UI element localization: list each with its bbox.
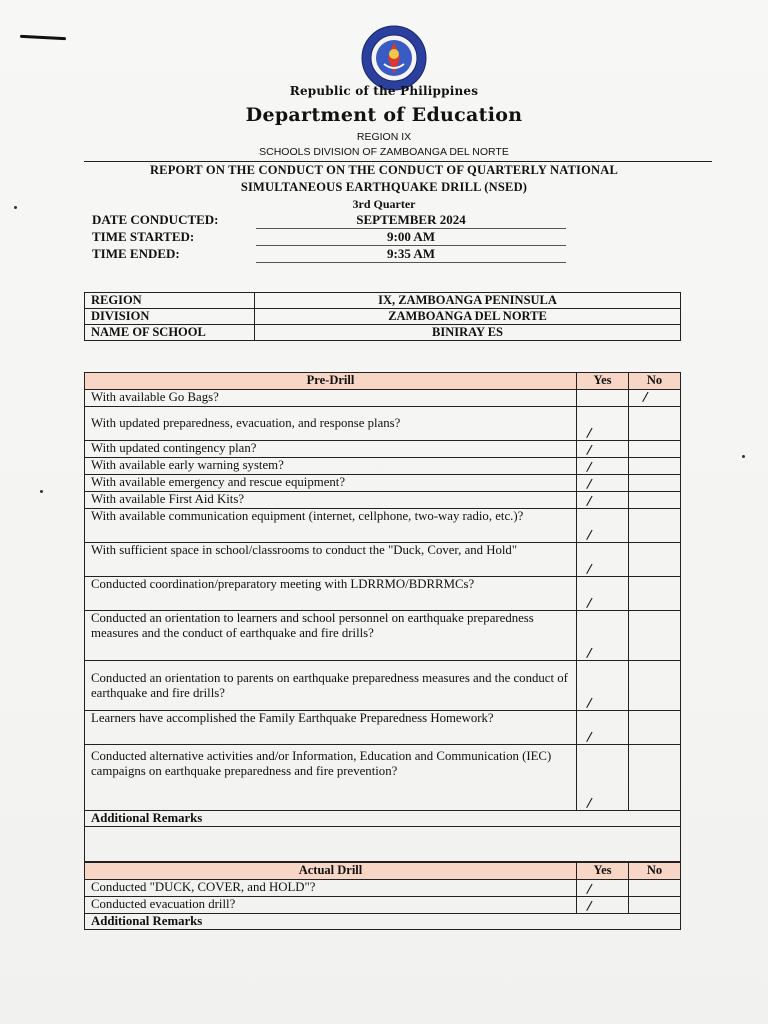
region-value: IX, ZAMBOANGA PENINSULA bbox=[255, 293, 681, 309]
yes-cell[interactable] bbox=[577, 441, 629, 458]
yes-cell[interactable] bbox=[577, 897, 629, 914]
table-row bbox=[85, 309, 681, 325]
no-cell[interactable] bbox=[629, 509, 681, 543]
remarks-blank-row bbox=[85, 827, 681, 862]
pen-stroke bbox=[20, 35, 66, 40]
republic-line: Republic of the Philippines bbox=[289, 84, 479, 98]
time-started-value: 9:00 AM bbox=[256, 229, 566, 246]
checklist-item: With available Go Bags? bbox=[85, 390, 577, 407]
seal-icon bbox=[360, 24, 428, 92]
yes-cell[interactable] bbox=[577, 492, 629, 509]
table-header-row bbox=[85, 373, 681, 390]
division-label: DIVISION bbox=[85, 309, 255, 325]
yes-cell[interactable] bbox=[577, 475, 629, 492]
report-title-line1: REPORT ON THE CONDUCT ON THE CONDUCT OF QUARTERLY NATIONAL bbox=[149, 163, 619, 177]
pre-drill-header: Pre-Drill bbox=[85, 373, 577, 390]
table-row bbox=[85, 293, 681, 309]
no-column-header: No bbox=[629, 863, 681, 880]
yes-cell[interactable] bbox=[577, 745, 629, 811]
checklist-item: With available early warning system? bbox=[85, 458, 577, 475]
checklist-item: Learners have accomplished the Family Earthquake Preparedness Homework? bbox=[85, 711, 577, 745]
table-row bbox=[85, 475, 681, 492]
division-line: SCHOOLS DIVISION OF ZAMBOANGA DEL NORTE bbox=[259, 146, 509, 158]
check-mark: / bbox=[585, 595, 593, 612]
no-cell[interactable] bbox=[629, 880, 681, 897]
check-mark: / bbox=[585, 729, 593, 746]
table-row bbox=[85, 897, 681, 914]
yes-column-header: Yes bbox=[577, 863, 629, 880]
checklist-item: Conducted evacuation drill? bbox=[85, 897, 577, 914]
date-conducted-value: SEPTEMBER 2024 bbox=[256, 212, 566, 229]
table-row bbox=[85, 390, 681, 407]
table-row bbox=[85, 611, 681, 661]
yes-cell[interactable] bbox=[577, 611, 629, 661]
no-cell[interactable] bbox=[629, 577, 681, 611]
scan-speck bbox=[40, 490, 43, 493]
actual-drill-header: Actual Drill bbox=[85, 863, 577, 880]
no-cell[interactable] bbox=[629, 475, 681, 492]
checklist-item: Conducted "DUCK, COVER, and HOLD"? bbox=[85, 880, 577, 897]
no-cell[interactable] bbox=[629, 711, 681, 745]
checklist-item: With updated contingency plan? bbox=[85, 441, 577, 458]
time-ended-label: TIME ENDED: bbox=[92, 246, 180, 261]
table-row bbox=[85, 509, 681, 543]
yes-cell[interactable] bbox=[577, 543, 629, 577]
table-row bbox=[85, 711, 681, 745]
region-label: REGION bbox=[85, 293, 255, 309]
check-mark: / bbox=[585, 442, 593, 459]
deped-seal bbox=[360, 24, 428, 92]
check-mark: / bbox=[585, 493, 593, 510]
yes-cell[interactable] bbox=[577, 390, 629, 407]
table-row bbox=[85, 441, 681, 458]
division-value: ZAMBOANGA DEL NORTE bbox=[255, 309, 681, 325]
header-divider bbox=[84, 161, 712, 162]
check-mark: / bbox=[585, 476, 593, 493]
checklist-item: Conducted coordination/preparatory meeting with LDRRMO/BDRRMCs? bbox=[85, 577, 577, 611]
yes-cell[interactable] bbox=[577, 577, 629, 611]
pre-drill-table bbox=[84, 372, 681, 862]
checklist-item: With sufficient space in school/classrooms to conduct the "Duck, Cover, and Hold" bbox=[85, 543, 577, 577]
check-mark: / bbox=[585, 645, 593, 662]
school-name-value: BINIRAY ES bbox=[255, 325, 681, 341]
table-row bbox=[85, 914, 681, 930]
no-cell[interactable] bbox=[629, 661, 681, 711]
checklist-item: With available First Aid Kits? bbox=[85, 492, 577, 509]
no-column-header: No bbox=[629, 373, 681, 390]
yes-cell[interactable] bbox=[577, 407, 629, 441]
checklist-item: With available emergency and rescue equipment? bbox=[85, 475, 577, 492]
no-cell[interactable] bbox=[629, 897, 681, 914]
quarter-label: 3rd Quarter bbox=[352, 197, 416, 211]
check-mark: / bbox=[585, 527, 593, 544]
table-row bbox=[85, 458, 681, 475]
check-mark: / bbox=[641, 389, 649, 406]
check-mark: / bbox=[585, 881, 593, 898]
table-row bbox=[85, 880, 681, 897]
check-mark: / bbox=[585, 898, 593, 915]
check-mark: / bbox=[585, 561, 593, 578]
table-row bbox=[85, 543, 681, 577]
no-cell[interactable] bbox=[629, 441, 681, 458]
yes-cell[interactable] bbox=[577, 458, 629, 475]
table-row bbox=[85, 811, 681, 827]
no-cell[interactable] bbox=[629, 390, 681, 407]
no-cell[interactable] bbox=[629, 407, 681, 441]
table-row bbox=[85, 492, 681, 509]
yes-column-header: Yes bbox=[577, 373, 629, 390]
table-row bbox=[85, 325, 681, 341]
no-cell[interactable] bbox=[629, 492, 681, 509]
date-conducted-label: DATE CONDUCTED: bbox=[92, 212, 219, 227]
no-cell[interactable] bbox=[629, 745, 681, 811]
checklist-item: Conducted alternative activities and/or Information, Education and Communication (IEC) campaigns on earthquake preparedness and fire prevention? bbox=[85, 745, 577, 811]
time-ended-value: 9:35 AM bbox=[256, 246, 566, 263]
yes-cell[interactable] bbox=[577, 509, 629, 543]
table-row bbox=[85, 745, 681, 811]
check-mark: / bbox=[585, 425, 593, 442]
table-row bbox=[85, 577, 681, 611]
checklist-item: With updated preparedness, evacuation, and response plans? bbox=[85, 407, 577, 441]
report-title-line2: SIMULTANEOUS EARTHQUAKE DRILL (NSED) bbox=[240, 180, 528, 194]
additional-remarks-label: Additional Remarks bbox=[85, 811, 681, 827]
no-cell[interactable] bbox=[629, 458, 681, 475]
check-mark: / bbox=[585, 795, 593, 812]
school-info-table bbox=[84, 292, 681, 341]
school-name-label: NAME OF SCHOOL bbox=[85, 325, 255, 341]
yes-cell[interactable] bbox=[577, 880, 629, 897]
actual-drill-table bbox=[84, 862, 681, 930]
time-started-label: TIME STARTED: bbox=[92, 229, 195, 244]
region-line: REGION IX bbox=[356, 131, 412, 143]
additional-remarks-label: Additional Remarks bbox=[85, 914, 681, 930]
department-title: Department of Education bbox=[245, 104, 523, 126]
scan-speck bbox=[742, 455, 745, 458]
table-row bbox=[85, 661, 681, 711]
no-cell[interactable] bbox=[629, 543, 681, 577]
checklist-item: Conducted an orientation to parents on earthquake preparedness measures and the conduct of earthquake and fire drills? bbox=[85, 661, 577, 711]
checklist-item: Conducted an orientation to learners and school personnel on earthquake preparedness measures and the conduct of earthquake and fire drills? bbox=[85, 611, 577, 661]
table-row bbox=[85, 407, 681, 441]
yes-cell[interactable] bbox=[577, 661, 629, 711]
no-cell[interactable] bbox=[629, 611, 681, 661]
checklist-item: With available communication equipment (internet, cellphone, two-way radio, etc.)? bbox=[85, 509, 577, 543]
check-mark: / bbox=[585, 695, 593, 712]
table-header-row bbox=[85, 863, 681, 880]
yes-cell[interactable] bbox=[577, 711, 629, 745]
remarks-field[interactable] bbox=[85, 827, 681, 862]
check-mark: / bbox=[585, 459, 593, 476]
